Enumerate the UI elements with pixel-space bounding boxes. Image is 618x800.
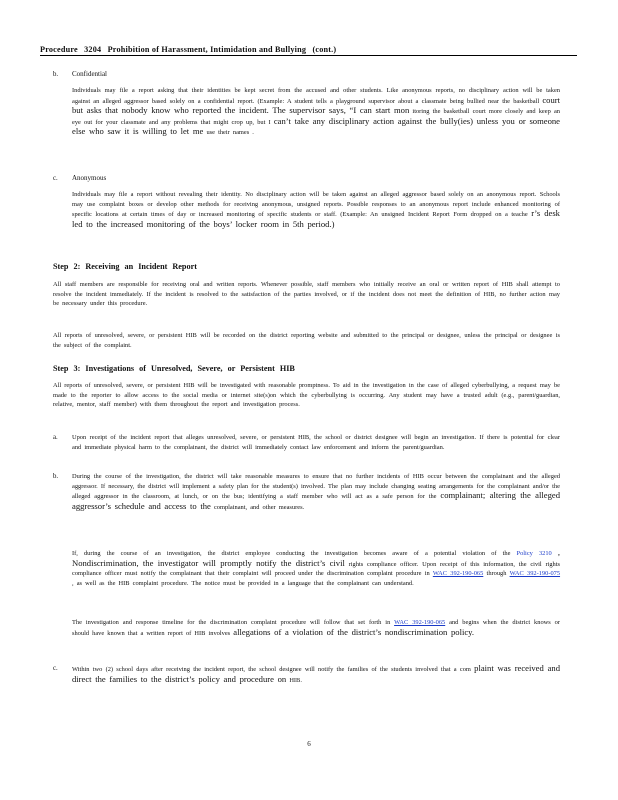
anonymous-text-1: Individuals may file a report without revealing their identity. No disciplinary action will be taken against an alleged aggressor based solely on an anonymous report. Schools may use complaint boxes or develop other methods for receiving anonymous, unsigned reports. Possible responses to an anonymous report include enhanced monitoring of specific locations at certain times of day or increased monitoring of specific students or staff. (Example: An unsigned Incident Report Form dropped on a teache <box>72 191 560 218</box>
step3-item-c-marker: c. <box>53 665 58 672</box>
anonymous-heading: Anonymous <box>72 174 107 182</box>
timeline-text-2: and begins when the district knows or should have known that a written report of HIB involves <box>72 619 560 637</box>
wac-075-link[interactable]: WAC 392-190-075 <box>509 570 561 577</box>
policy-3210-link[interactable]: Policy 3210 <box>516 550 552 557</box>
step3-item-b <box>72 472 560 512</box>
confidential-marker: b. <box>53 71 59 78</box>
procedure-header <box>40 45 577 56</box>
step3-heading: Step 3: Investigations of Unresolved, Severe, or Persistent HIB <box>53 364 295 373</box>
step2-paragraph-1: All staff members are responsible for receiving oral and written reports. Whenever possible, staff members who initially receive an oral or written report of HIB shall attempt to resolve the incident immediately. If the incident is resolved to the satisfaction of the parties involved, or if the incident does not meet the definition of HIB, no further action may be necessary under this procedure. <box>53 281 560 307</box>
timeline-paragraph <box>72 618 560 638</box>
item-c-text-3: HIB. <box>289 676 302 684</box>
step2-paragraph-2: All reports of unresolved, severe, or persistent HIB will be recorded on the district reporting website and submitted to the principal or designee, unless the principal or designee is the subject of the complaint. <box>53 332 560 349</box>
procedure-number: 3204 <box>84 45 102 54</box>
confidential-text-4: can’t take any disciplinary action against the bully(ies) unless you or someone else who saw it is willing to let me <box>72 115 560 136</box>
procedure-cont: (cont.) <box>312 45 337 54</box>
confidential-heading: Confidential <box>72 70 107 78</box>
step3-paragraph-1: All reports of unresolved, severe, or persistent HIB will be investigated with reasonable promptness. To aid in the investigation in the case of alleged cyberbullying, a request may be made to the reporter to allow access to the social media or internet site(s)on which the cyberbullying is occurring. Any student may have a trusted adult (e.g., parent/guardian, relative, mentor, staff member) with them throughout the report and investigation process. <box>53 382 560 408</box>
page-number: 6 <box>307 740 311 748</box>
confidential-text-3: itoring the basketball court more closely and keep an eye out for your classmate and any problems that might crop up, but I <box>72 108 560 126</box>
wac-065-link[interactable]: WAC 392-190-065 <box>432 570 484 577</box>
item-c-text-2: plaint was received and direct the families to the district’s policy and procedure on <box>72 663 561 684</box>
confidential-text-2: court but asks that nobody know who reported the incident. The supervisor says, “I can start mon <box>72 94 561 115</box>
wac-065-link-2[interactable]: WAC 392-190-065 <box>394 619 446 626</box>
nondiscrim-text-1: If, during the course of an investigation, the district employee conducting the investigation becomes aware of a potential violation of the <box>72 550 511 557</box>
item-b-text-2: complainant; altering the alleged aggressor’s schedule and access to the <box>72 490 560 511</box>
anonymous-marker: c. <box>53 175 58 182</box>
item-c-text-1: Within two (2) school days after receiving the incident report, the school designee will notify the families of the students involved that a com <box>72 666 471 673</box>
step3-item-c <box>72 664 560 685</box>
procedure-title: Prohibition of Harassment, Intimidation and Bullying <box>107 45 307 54</box>
anonymous-paragraph <box>72 190 560 230</box>
timeline-text-1: The investigation and response timeline for the discrimination complaint procedure will follow that set forth in <box>72 619 391 626</box>
procedure-label: Procedure <box>40 45 78 54</box>
anonymous-text-2: r’s desk led to the increased monitoring of the boys’ locker room in 5th period.) <box>72 208 560 229</box>
through-text: through <box>486 570 507 577</box>
confidential-paragraph <box>72 86 560 138</box>
nondiscrim-text-2: , Nondiscrimination, the investigator will promptly notify the district’s civil <box>72 547 560 568</box>
nondiscrim-text-4: , as well as the HIB complaint procedure. The notice must be provided in a language that the complainant can understand. <box>72 579 414 587</box>
item-b-text-3: complainant, and other measures. <box>213 503 305 511</box>
item-b-text-1: During the course of the investigation, the district will take reasonable measures to ensure that no further incidents of HIB occur between the complainant and the alleged aggressor. If necessary, the district will implement a safety plan for the student(s) involved. The plan may include changing seating arrangements for the complainant and/or the alleged aggressor in the classroom, at lunch, or on the bus; identifying a staff member who will act as a safe person for the <box>72 473 560 500</box>
step3-item-a: Upon receipt of the incident report that alleges unresolved, severe, or persistent HIB, the school or district designee will begin an investigation. If there is potential for clear and immediate physical harm to the complainant, the district will immediately contact law enforcement and inform the parent/guardian. <box>72 434 560 451</box>
confidential-text-5: use their names . <box>206 129 254 136</box>
timeline-text-3: allegations of a violation of the district’s nondiscrimination policy. <box>233 626 475 637</box>
nondiscrimination-paragraph <box>72 548 560 588</box>
step2-heading: Step 2: Receiving an Incident Report <box>53 262 197 271</box>
step3-item-b-marker: b. <box>53 473 59 480</box>
confidential-text-1: Individuals may file a report asking that their identities be kept secret from the accused and other students. Like anonymous reports, no disciplinary action will be taken against an alleged aggressor based solely on a confidential report. (Example: A student tells a playground supervisor about a classmate being bullied near the basketball <box>72 87 560 105</box>
nondiscrim-text-3: rights compliance officer. Upon receipt of this information, the civil rights compliance officer must notify the complainant that their complaint will proceed under the discrimination complaint procedure in <box>72 560 560 577</box>
step3-item-a-marker: a. <box>53 434 58 441</box>
